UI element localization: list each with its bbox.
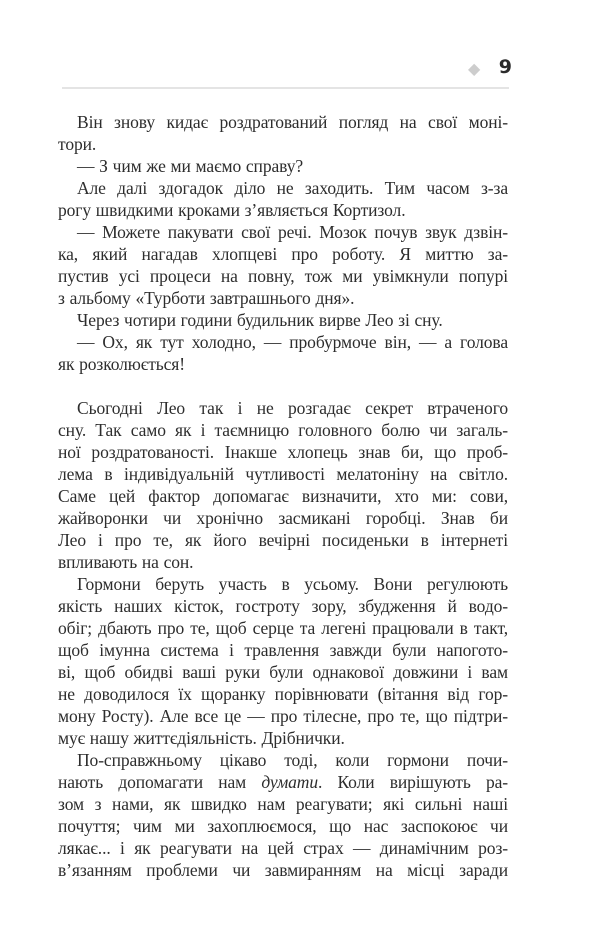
body-text bbox=[58, 111, 508, 881]
text-line: зом з нами, як швидко нам реагувати; які сильні наші bbox=[58, 794, 508, 814]
text-line: обіг; дбають про те, щоб серце та легені працювали в такт, bbox=[58, 618, 508, 638]
text-line: Він знову кидає роздратований погляд на свої моні- bbox=[77, 112, 508, 132]
text-line: пустив усі процеси на повну, тож ми увімкнули попурі bbox=[58, 266, 508, 286]
text-line: почуття; чим ми захоплюємося, що нас заспокоює чи bbox=[58, 816, 508, 836]
text-line: щоб імунна система і травлення завжди були напогото- bbox=[58, 640, 508, 660]
text-line: лема в індивідуальній чутливості мелатоніну на світло. bbox=[58, 464, 508, 484]
text-line: Але далі здогадок діло не заходить. Тим часом з-за bbox=[77, 178, 508, 198]
text-line: Лео і про те, як його вечірні посиденьки в інтернеті bbox=[58, 530, 508, 550]
text-line: не доводилося їх щоранку порівнювати (вітання від гор- bbox=[58, 684, 508, 704]
text-line: сну. Так само як і таємницю головного болю чи загаль- bbox=[58, 420, 508, 440]
text-line: як розколюється! bbox=[58, 354, 185, 374]
text-line: ка, який нагадав хлопцеві про роботу. Я миттю за- bbox=[58, 244, 508, 264]
text-segment: . Коли вирішують ра- bbox=[317, 772, 508, 792]
text-line: мону Росту). Але все це — про тілесне, про те, що підтри- bbox=[58, 706, 508, 726]
text-line: якість наших кісток, гостроту зору, збудження й водо- bbox=[58, 596, 508, 616]
page-number: 9 bbox=[498, 56, 512, 78]
text-line: з альбому «Турботи завтрашнього дня». bbox=[58, 288, 355, 308]
text-line: Гормони беруть участь в усьому. Вони регулюють bbox=[77, 574, 508, 594]
text-line: жайворонки чи хронічно засмикані горобці. Знав би bbox=[58, 508, 508, 528]
text-line: ної роздратованості. Інакше хлопець знав би, що проб- bbox=[58, 442, 508, 462]
text-line: мує нашу життєдіяльність. Дрібнички. bbox=[58, 728, 345, 748]
text-line: лякає... і як реагувати на цей страх — динамічним роз- bbox=[58, 838, 508, 858]
text-line: впливають на сон. bbox=[58, 552, 194, 572]
text-line: Саме цей фактор допомагає визначити, хто ми: сови, bbox=[58, 486, 508, 506]
text-line: — З чим же ми маємо справу? bbox=[77, 156, 304, 176]
text-line: тори. bbox=[58, 134, 97, 154]
text-line: По-справжньому цікаво тоді, коли гормони почи- bbox=[77, 750, 508, 770]
text-line bbox=[58, 771, 508, 793]
text-line: ві, щоб обидві ваші руки були однакової довжини і вам bbox=[58, 662, 508, 682]
text-line: Сьогодні Лео так і не розгадає секрет втраченого bbox=[77, 398, 508, 418]
text-line: в’язанням проблеми чи завмиранням на місці заради bbox=[58, 860, 508, 880]
header-rule bbox=[62, 87, 509, 89]
text-line: — Можете пакувати свої речі. Мозок почув звук дзвін- bbox=[77, 222, 508, 242]
text-segment: нають допомагати нам bbox=[58, 772, 262, 792]
text-line: — Ох, як тут холодно, — пробурмоче він, — а голова bbox=[77, 332, 508, 352]
text-line: Через чотири години будильник вирве Лео зі сну. bbox=[77, 310, 443, 330]
diamond-icon: ◆ bbox=[468, 59, 481, 78]
text-line: рогу швидкими кроками з’являється Кортизол. bbox=[58, 200, 406, 220]
italic-word: думати bbox=[261, 772, 318, 792]
